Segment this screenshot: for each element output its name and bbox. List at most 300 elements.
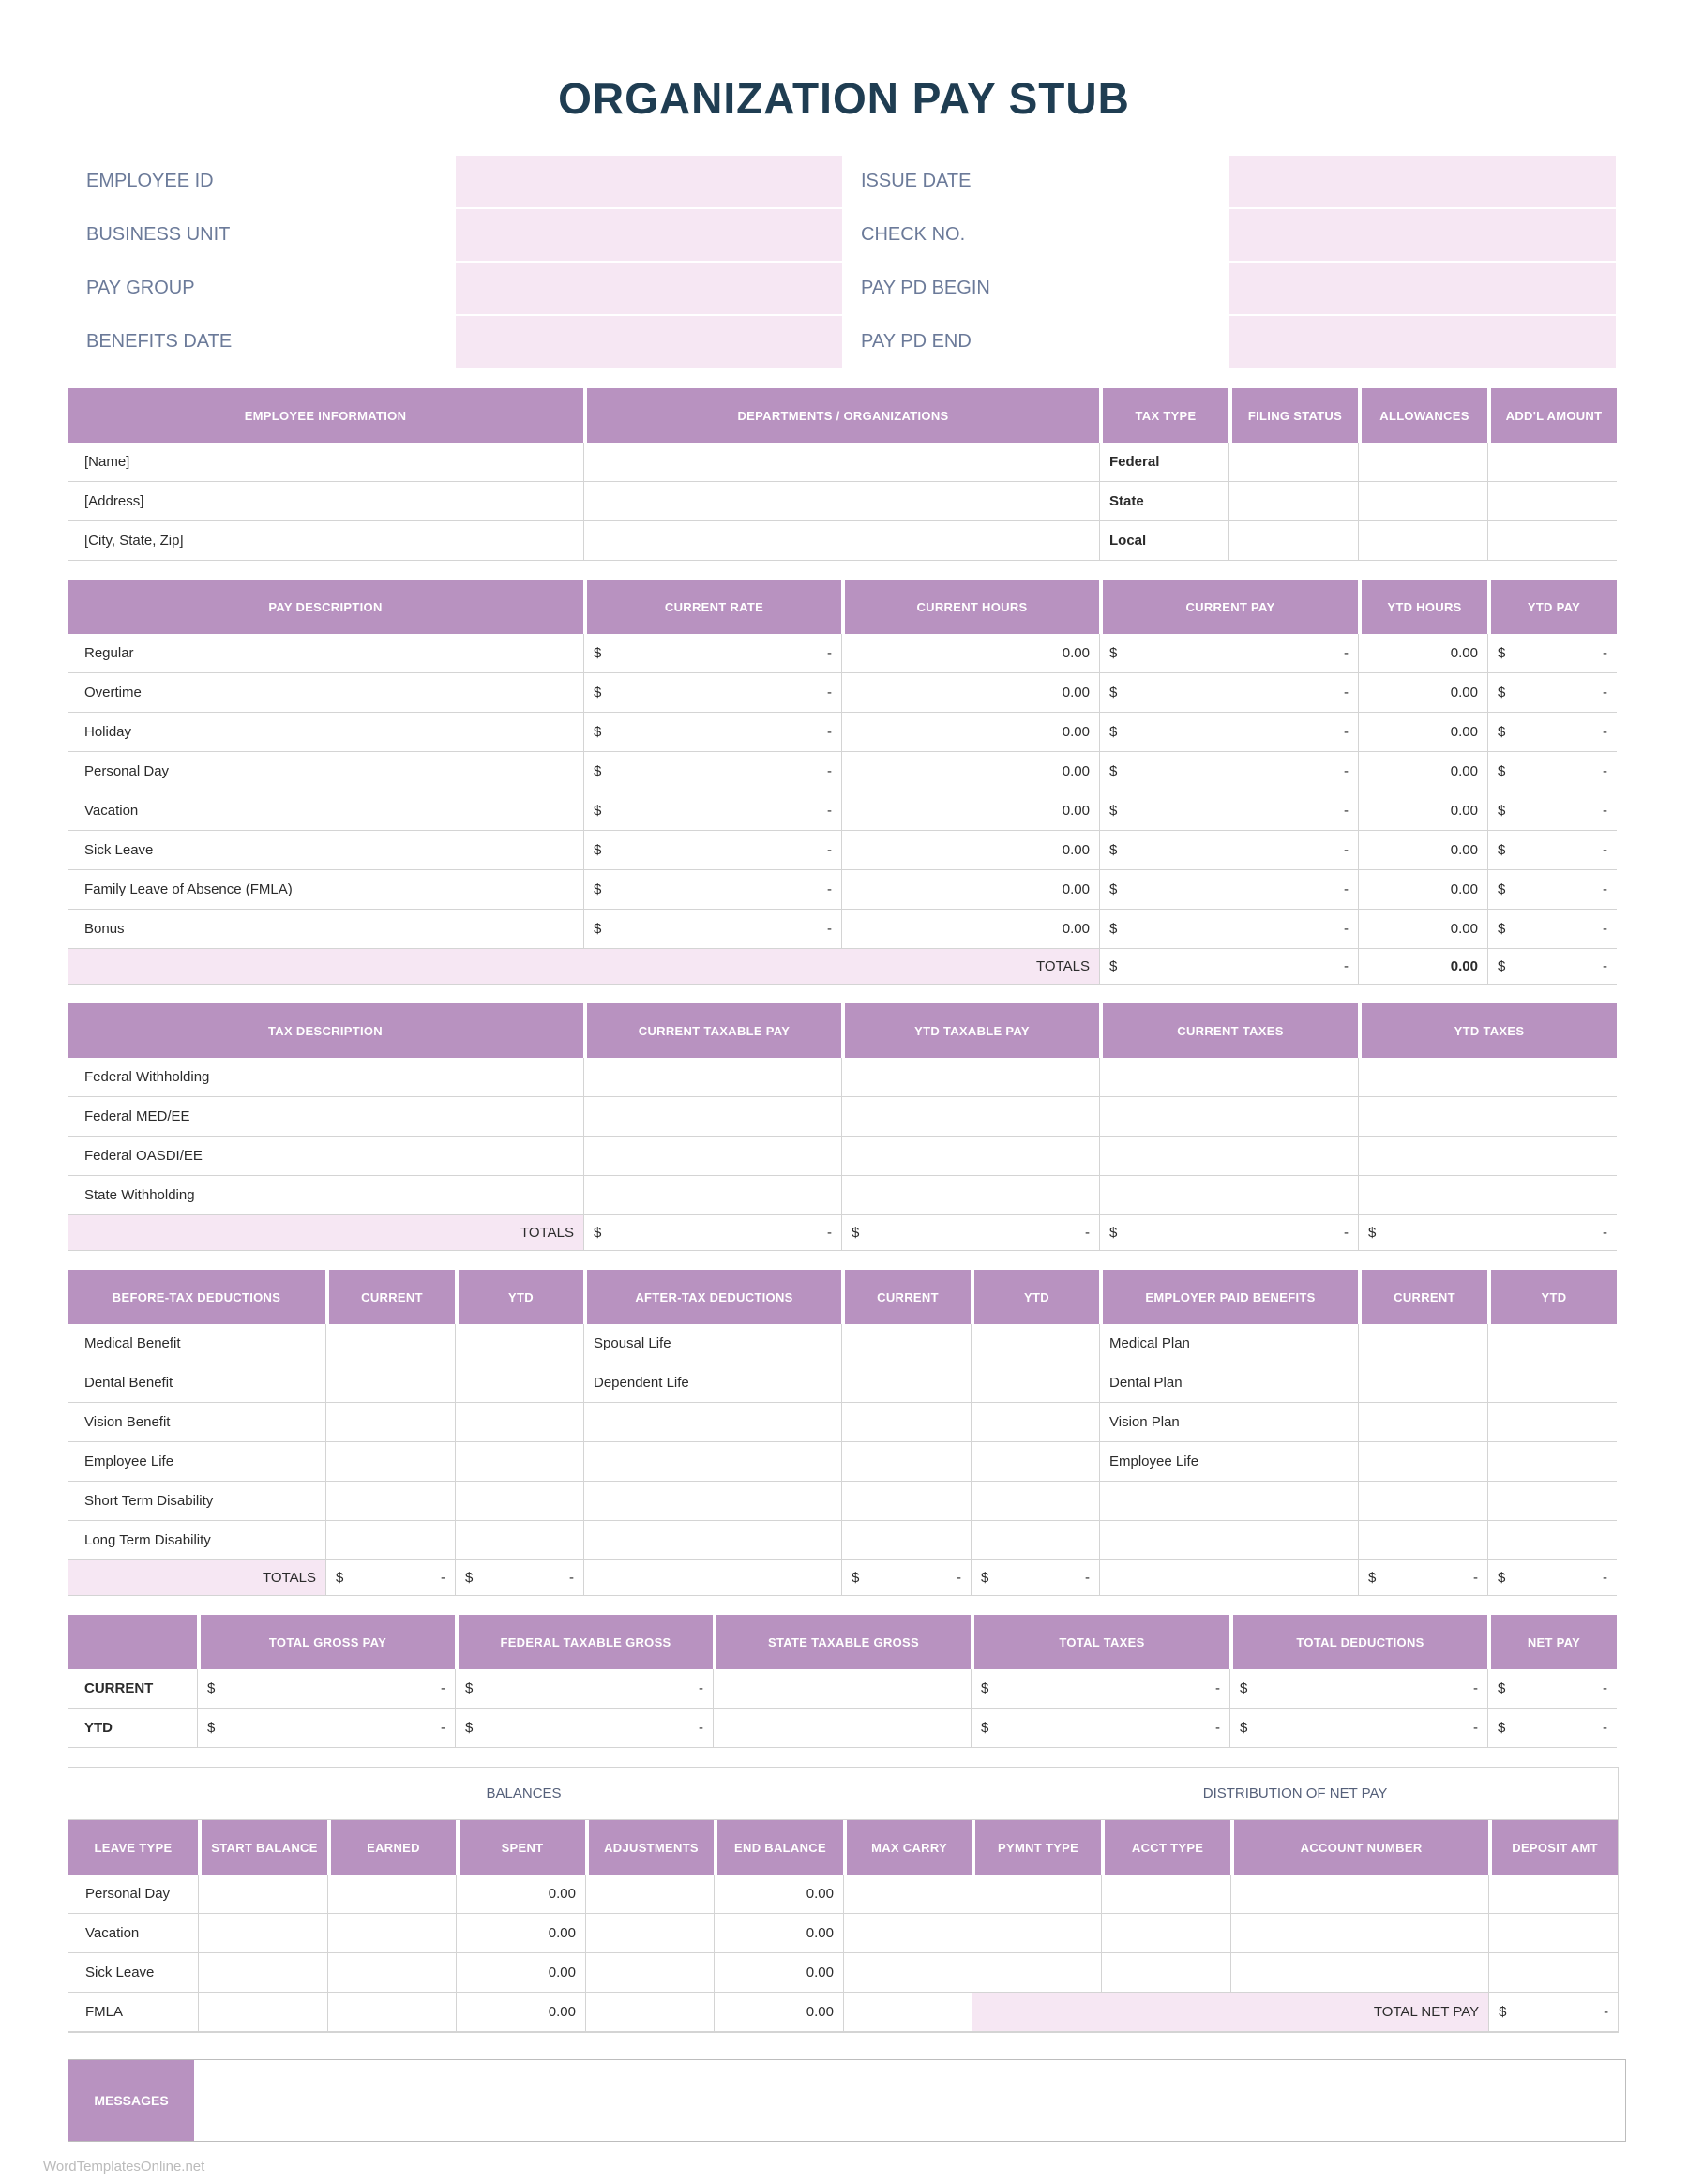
before-tax-item: Employee Life [68, 1442, 325, 1482]
ytd-hours[interactable]: 0.00 [1358, 910, 1487, 949]
allowances-cell[interactable] [1358, 521, 1487, 561]
leave-type: Sick Leave [68, 1953, 198, 1993]
after-total-current[interactable] [841, 1560, 971, 1596]
adjustments[interactable] [585, 1993, 714, 2032]
employer-benefit-item: Vision Plan [1099, 1403, 1358, 1442]
pay-pd-end-label: PAY PD END [861, 331, 972, 352]
col-header: CURRENT [841, 1270, 971, 1324]
table-row [68, 1442, 1617, 1482]
max-carry[interactable] [843, 1993, 972, 2032]
amount: - [1603, 958, 1607, 974]
current-pay[interactable] [1099, 634, 1358, 673]
pay-description: Bonus [68, 910, 583, 949]
distribution-title: DISTRIBUTION OF NET PAY [972, 1768, 1618, 1820]
col-header: ALLOWANCES [1358, 388, 1487, 443]
employer-benefit-item [1099, 1482, 1358, 1521]
max-carry[interactable] [843, 1914, 972, 1953]
after-ytd[interactable] [971, 1324, 1099, 1363]
amount: - [1473, 1570, 1478, 1586]
currency-symbol: $ [852, 1225, 860, 1241]
amount: - [827, 645, 832, 661]
table-row [68, 1669, 1617, 1709]
currency-symbol: $ [1498, 921, 1506, 937]
currency-symbol: $ [852, 1570, 860, 1586]
employer-total-ytd[interactable] [1487, 1560, 1617, 1596]
employer-current[interactable] [1358, 1482, 1487, 1521]
ytd-pay[interactable] [1487, 713, 1617, 752]
amount: - [1603, 724, 1607, 740]
employer-benefit-item [1099, 1521, 1358, 1560]
after-tax-item: Spousal Life [583, 1324, 841, 1363]
before-total-ytd[interactable] [455, 1560, 583, 1596]
ytd-taxes[interactable] [1358, 1097, 1617, 1137]
before-current[interactable] [325, 1482, 455, 1521]
col-header: YTD [455, 1270, 583, 1324]
start-balance[interactable] [198, 1953, 327, 1993]
table-row [68, 910, 1617, 949]
currency-symbol: $ [1498, 1680, 1506, 1696]
current-rate[interactable] [583, 910, 841, 949]
col-header: TOTAL GROSS PAY [197, 1615, 455, 1669]
after-current[interactable] [841, 1324, 971, 1363]
current-taxable-pay[interactable] [583, 1176, 841, 1215]
total-taxes[interactable] [971, 1709, 1229, 1748]
account-type[interactable] [1101, 1875, 1230, 1914]
amount: - [1344, 921, 1349, 937]
current-hours[interactable]: 0.00 [841, 673, 1099, 713]
after-ytd[interactable] [971, 1521, 1099, 1560]
employee-info-table [68, 388, 1617, 561]
amount: - [1344, 685, 1349, 700]
table-row [68, 1137, 1617, 1176]
tax-type-cell: Local [1099, 521, 1228, 561]
employer-ytd[interactable] [1487, 1482, 1617, 1521]
earned[interactable] [327, 1875, 456, 1914]
after-total-ytd[interactable] [971, 1560, 1099, 1596]
before-tax-item: Short Term Disability [68, 1482, 325, 1521]
amount: - [827, 803, 832, 819]
net-pay[interactable] [1487, 1669, 1617, 1709]
current-rate[interactable] [583, 713, 841, 752]
current-taxes[interactable] [1099, 1137, 1358, 1176]
deposit-amount[interactable] [1488, 1875, 1618, 1914]
before-current[interactable] [325, 1403, 455, 1442]
employer-current[interactable] [1358, 1442, 1487, 1482]
current-taxes[interactable] [1099, 1097, 1358, 1137]
ytd-taxes[interactable] [1358, 1137, 1617, 1176]
currency-symbol: $ [207, 1680, 216, 1696]
col-header: ACCT TYPE [1101, 1820, 1230, 1875]
totals-row [68, 949, 1617, 985]
total-net-pay[interactable] [1488, 1993, 1618, 2032]
after-ytd[interactable] [971, 1482, 1099, 1521]
state-taxable-gross[interactable] [713, 1669, 971, 1709]
amount: - [441, 1720, 445, 1736]
employee-id-field[interactable] [456, 156, 842, 209]
col-header: EMPLOYEE INFORMATION [68, 388, 583, 443]
total-current-taxes[interactable] [1099, 1215, 1358, 1251]
messages-field[interactable] [194, 2060, 1625, 2141]
ytd-hours[interactable]: 0.00 [1358, 634, 1487, 673]
department-cell[interactable] [583, 443, 1099, 482]
before-tax-item: Medical Benefit [68, 1324, 325, 1363]
employee-city[interactable]: [City, State, Zip] [68, 521, 583, 561]
current-hours[interactable]: 0.00 [841, 831, 1099, 870]
after-current[interactable] [841, 1482, 971, 1521]
amount: - [827, 724, 832, 740]
balances-table [68, 1767, 1619, 2033]
amount: - [1344, 803, 1349, 819]
table-row [68, 1058, 1617, 1097]
table-row [68, 1324, 1617, 1363]
ytd-pay[interactable] [1487, 752, 1617, 791]
col-header: TAX DESCRIPTION [68, 1003, 583, 1058]
col-header: YTD TAXES [1358, 1003, 1617, 1058]
amount: - [1603, 842, 1607, 858]
ytd-hours[interactable]: 0.00 [1358, 713, 1487, 752]
ytd-pay[interactable] [1487, 870, 1617, 910]
col-header: EMPLOYER PAID BENEFITS [1099, 1270, 1358, 1324]
ytd-pay[interactable] [1487, 791, 1617, 831]
total-ytd-hours: 0.00 [1358, 949, 1487, 985]
ytd-hours[interactable]: 0.00 [1358, 791, 1487, 831]
employer-benefit-item: Employee Life [1099, 1442, 1358, 1482]
before-ytd[interactable] [455, 1442, 583, 1482]
ytd-hours[interactable]: 0.00 [1358, 673, 1487, 713]
max-carry[interactable] [843, 1875, 972, 1914]
amount: - [1215, 1680, 1220, 1696]
total-ytd-pay[interactable] [1487, 949, 1617, 985]
payment-type[interactable] [972, 1875, 1101, 1914]
ytd-pay[interactable] [1487, 831, 1617, 870]
ytd-hours[interactable]: 0.00 [1358, 831, 1487, 870]
ytd-hours[interactable]: 0.00 [1358, 752, 1487, 791]
table-row [68, 1482, 1617, 1521]
adjustments[interactable] [585, 1875, 714, 1914]
amount: - [1344, 763, 1349, 779]
employer-ytd[interactable] [1487, 1521, 1617, 1560]
currency-symbol: $ [594, 842, 602, 858]
amount: - [1603, 1680, 1607, 1696]
col-header: PYMNT TYPE [972, 1820, 1101, 1875]
col-header: DEPARTMENTS / ORGANIZATIONS [583, 388, 1099, 443]
before-ytd[interactable] [455, 1324, 583, 1363]
table-row [68, 482, 1617, 521]
adjustments[interactable] [585, 1914, 714, 1953]
current-pay[interactable] [1099, 752, 1358, 791]
ytd-pay[interactable] [1487, 673, 1617, 713]
current-rate[interactable] [583, 791, 841, 831]
employer-current[interactable] [1358, 1403, 1487, 1442]
currency-symbol: $ [594, 645, 602, 661]
after-tax-item [583, 1442, 841, 1482]
after-current[interactable] [841, 1403, 971, 1442]
table-row [68, 752, 1617, 791]
current-taxes[interactable] [1099, 1058, 1358, 1097]
current-pay[interactable] [1099, 831, 1358, 870]
amount: - [827, 685, 832, 700]
amount: - [441, 1680, 445, 1696]
ytd-taxable-pay[interactable] [841, 1137, 1099, 1176]
before-ytd[interactable] [455, 1482, 583, 1521]
before-total-current[interactable] [325, 1560, 455, 1596]
col-header: TAX TYPE [1099, 388, 1228, 443]
col-header: ACCOUNT NUMBER [1230, 1820, 1488, 1875]
current-hours[interactable]: 0.00 [841, 634, 1099, 673]
amount: - [1603, 1720, 1607, 1736]
max-carry[interactable] [843, 1953, 972, 1993]
total-deductions[interactable] [1229, 1669, 1487, 1709]
col-header: BEFORE-TAX DEDUCTIONS [68, 1270, 325, 1324]
tax-type-cell: Federal [1099, 443, 1228, 482]
current-hours[interactable]: 0.00 [841, 791, 1099, 831]
end-balance[interactable]: 0.00 [714, 1914, 843, 1953]
table-row [68, 1953, 1618, 1993]
summary-period: CURRENT [68, 1669, 197, 1709]
end-balance[interactable]: 0.00 [714, 1875, 843, 1914]
earned[interactable] [327, 1993, 456, 2032]
ytd-taxable-pay[interactable] [841, 1058, 1099, 1097]
employee-address[interactable]: [Address] [68, 482, 583, 521]
current-taxes[interactable] [1099, 1176, 1358, 1215]
total-deductions[interactable] [1229, 1709, 1487, 1748]
col-header: CURRENT TAXABLE PAY [583, 1003, 841, 1058]
col-header: YTD TAXABLE PAY [841, 1003, 1099, 1058]
before-ytd[interactable] [455, 1403, 583, 1442]
current-hours[interactable]: 0.00 [841, 713, 1099, 752]
pay-pd-end-field[interactable] [1229, 316, 1616, 369]
current-taxable-pay[interactable] [583, 1097, 841, 1137]
addl-amount-cell[interactable] [1487, 443, 1617, 482]
earned[interactable] [327, 1953, 456, 1993]
end-balance[interactable]: 0.00 [714, 1953, 843, 1993]
amount: - [1344, 1225, 1349, 1241]
department-cell[interactable] [583, 482, 1099, 521]
ytd-taxes[interactable] [1358, 1176, 1617, 1215]
current-rate[interactable] [583, 870, 841, 910]
total-current-taxable[interactable] [583, 1215, 841, 1251]
col-header: CURRENT [325, 1270, 455, 1324]
current-hours[interactable]: 0.00 [841, 910, 1099, 949]
ytd-pay[interactable] [1487, 634, 1617, 673]
employer-current[interactable] [1358, 1363, 1487, 1403]
employer-total-label[interactable] [1099, 1560, 1358, 1596]
amount: - [569, 1570, 574, 1586]
spent[interactable]: 0.00 [456, 1914, 585, 1953]
employee-name[interactable]: [Name] [68, 443, 583, 482]
check-no-field[interactable] [1229, 209, 1616, 263]
before-ytd[interactable] [455, 1363, 583, 1403]
table-row [68, 521, 1617, 561]
total-taxes[interactable] [971, 1669, 1229, 1709]
col-header: YTD [1487, 1270, 1617, 1324]
col-header: YTD [971, 1270, 1099, 1324]
pay-description: Vacation [68, 791, 583, 831]
employer-current[interactable] [1358, 1521, 1487, 1560]
employer-current[interactable] [1358, 1324, 1487, 1363]
table-row [68, 870, 1617, 910]
pay-description: Sick Leave [68, 831, 583, 870]
spent[interactable]: 0.00 [456, 1953, 585, 1993]
current-hours[interactable]: 0.00 [841, 870, 1099, 910]
account-type[interactable] [1101, 1953, 1230, 1993]
after-ytd[interactable] [971, 1403, 1099, 1442]
current-rate[interactable] [583, 752, 841, 791]
pay-description: Holiday [68, 713, 583, 752]
payment-type[interactable] [972, 1914, 1101, 1953]
start-balance[interactable] [198, 1875, 327, 1914]
currency-symbol: $ [207, 1720, 216, 1736]
currency-symbol: $ [1498, 1720, 1506, 1736]
ytd-hours[interactable]: 0.00 [1358, 870, 1487, 910]
department-cell[interactable] [583, 521, 1099, 561]
before-ytd[interactable] [455, 1521, 583, 1560]
employer-ytd[interactable] [1487, 1363, 1617, 1403]
account-number[interactable] [1230, 1875, 1488, 1914]
filing-status-cell[interactable] [1228, 482, 1358, 521]
leave-type: Personal Day [68, 1875, 198, 1914]
after-total-label[interactable] [583, 1560, 841, 1596]
payment-type[interactable] [972, 1953, 1101, 1993]
pay-description: Family Leave of Absence (FMLA) [68, 870, 583, 910]
currency-symbol: $ [1109, 685, 1118, 700]
before-current[interactable] [325, 1442, 455, 1482]
currency-symbol: $ [594, 763, 602, 779]
allowances-cell[interactable] [1358, 482, 1487, 521]
start-balance[interactable] [198, 1914, 327, 1953]
filing-status-cell[interactable] [1228, 521, 1358, 561]
pay-description: Regular [68, 634, 583, 673]
col-header: DEPOSIT AMT [1488, 1820, 1618, 1875]
col-header: FILING STATUS [1228, 388, 1358, 443]
amount: - [827, 921, 832, 937]
issue-date-label: ISSUE DATE [861, 171, 972, 191]
currency-symbol: $ [1109, 842, 1118, 858]
amount: - [957, 1570, 961, 1586]
current-taxable-pay[interactable] [583, 1137, 841, 1176]
pay-pd-begin-field[interactable] [1229, 263, 1616, 316]
employer-total-current[interactable] [1358, 1560, 1487, 1596]
table-row [68, 713, 1617, 752]
ytd-pay[interactable] [1487, 910, 1617, 949]
deposit-amount[interactable] [1488, 1953, 1618, 1993]
account-type[interactable] [1101, 1914, 1230, 1953]
benefits-date-field[interactable] [456, 316, 842, 369]
current-rate[interactable] [583, 673, 841, 713]
spent[interactable]: 0.00 [456, 1875, 585, 1914]
employer-ytd[interactable] [1487, 1403, 1617, 1442]
after-current[interactable] [841, 1442, 971, 1482]
amount: - [699, 1680, 703, 1696]
total-ytd-taxes[interactable] [1358, 1215, 1617, 1251]
col-header [68, 1615, 197, 1669]
earned[interactable] [327, 1914, 456, 1953]
adjustments[interactable] [585, 1953, 714, 1993]
account-number[interactable] [1230, 1914, 1488, 1953]
addl-amount-cell[interactable] [1487, 482, 1617, 521]
state-taxable-gross[interactable] [713, 1709, 971, 1748]
employer-ytd[interactable] [1487, 1324, 1617, 1363]
amount: - [1603, 1570, 1607, 1586]
business-unit-field[interactable] [456, 209, 842, 263]
current-rate[interactable] [583, 634, 841, 673]
currency-symbol: $ [594, 724, 602, 740]
total-gross-pay[interactable] [197, 1709, 455, 1748]
total-current-pay[interactable] [1099, 949, 1358, 985]
before-current[interactable] [325, 1324, 455, 1363]
current-pay[interactable] [1099, 910, 1358, 949]
amount: - [1344, 842, 1349, 858]
amount: - [1085, 1570, 1090, 1586]
current-pay[interactable] [1099, 870, 1358, 910]
ytd-taxable-pay[interactable] [841, 1176, 1099, 1215]
federal-taxable-gross[interactable] [455, 1669, 713, 1709]
start-balance[interactable] [198, 1993, 327, 2032]
col-header: TOTAL TAXES [971, 1615, 1229, 1669]
before-tax-item: Vision Benefit [68, 1403, 325, 1442]
employer-benefit-item: Dental Plan [1099, 1363, 1358, 1403]
current-pay[interactable] [1099, 713, 1358, 752]
col-header: YTD PAY [1487, 580, 1617, 634]
deposit-amount[interactable] [1488, 1914, 1618, 1953]
amount: - [1603, 921, 1607, 937]
currency-symbol: $ [1498, 685, 1506, 700]
col-header: CURRENT PAY [1099, 580, 1358, 634]
total-ytd-taxable[interactable] [841, 1215, 1099, 1251]
tax-description: State Withholding [68, 1176, 583, 1215]
total-gross-pay[interactable] [197, 1669, 455, 1709]
ytd-taxes[interactable] [1358, 1058, 1617, 1097]
currency-symbol: $ [1498, 803, 1506, 819]
current-pay[interactable] [1099, 673, 1358, 713]
addl-amount-cell[interactable] [1487, 521, 1617, 561]
amount: - [827, 763, 832, 779]
current-rate[interactable] [583, 831, 841, 870]
filing-status-cell[interactable] [1228, 443, 1358, 482]
end-balance[interactable]: 0.00 [714, 1993, 843, 2032]
spent[interactable]: 0.00 [456, 1993, 585, 2032]
after-tax-item [583, 1521, 841, 1560]
amount: - [1603, 1225, 1607, 1241]
amount: - [1603, 685, 1607, 700]
after-current[interactable] [841, 1521, 971, 1560]
pay-group-field[interactable] [456, 263, 842, 316]
current-pay[interactable] [1099, 791, 1358, 831]
ytd-taxable-pay[interactable] [841, 1097, 1099, 1137]
after-current[interactable] [841, 1363, 971, 1403]
tax-table [68, 1003, 1617, 1251]
account-number[interactable] [1230, 1953, 1488, 1993]
after-ytd[interactable] [971, 1442, 1099, 1482]
after-ytd[interactable] [971, 1363, 1099, 1403]
col-header: LEAVE TYPE [68, 1820, 198, 1875]
employer-ytd[interactable] [1487, 1442, 1617, 1482]
before-current[interactable] [325, 1521, 455, 1560]
col-header: YTD HOURS [1358, 580, 1487, 634]
amount: - [1604, 2004, 1609, 2020]
allowances-cell[interactable] [1358, 443, 1487, 482]
issue-date-field[interactable] [1229, 156, 1616, 209]
current-hours[interactable]: 0.00 [841, 752, 1099, 791]
currency-symbol: $ [594, 685, 602, 700]
net-pay[interactable] [1487, 1709, 1617, 1748]
totals-label: TOTALS [68, 949, 1099, 985]
federal-taxable-gross[interactable] [455, 1709, 713, 1748]
current-taxable-pay[interactable] [583, 1058, 841, 1097]
col-header: START BALANCE [198, 1820, 327, 1875]
before-current[interactable] [325, 1363, 455, 1403]
currency-symbol: $ [1368, 1570, 1377, 1586]
